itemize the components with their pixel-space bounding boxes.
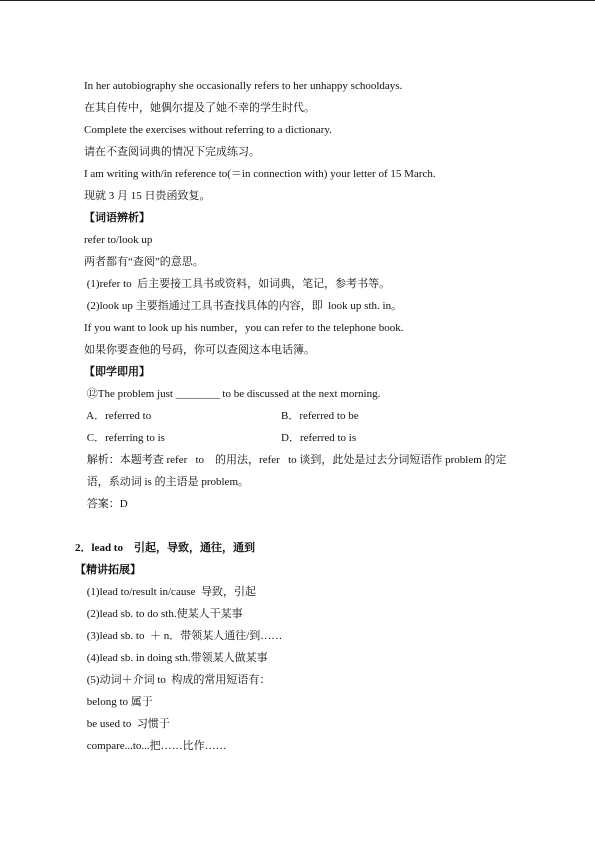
distinction-note: 两者都有“查阅”的意思。 bbox=[84, 256, 204, 268]
option-c: C．referring to is bbox=[84, 432, 165, 444]
practice-question: ⑫The problem just ________ to be discussed at the next morning. bbox=[84, 388, 381, 400]
section-heading-word-distinction: 【词语辨析】 bbox=[84, 212, 150, 224]
example-sentence-zh: 请在不查阅词典的情况下完成练习。 bbox=[84, 146, 260, 158]
phrase-item: be used to 习惯于 bbox=[84, 718, 170, 730]
explanation-line: 解析：本题考查 refer to 的用法，refer to 谈到，此处是过去分词短语作 problem 的定 bbox=[84, 454, 507, 466]
example-sentence-zh: 如果你要查他的号码，你可以查阅这本电话簿。 bbox=[84, 344, 315, 356]
explanation-line: 语，系动词 is 的主语是 problem。 bbox=[84, 476, 249, 488]
phrase-item: (2)lead sb. to do sth.使某人干某事 bbox=[84, 608, 243, 620]
phrase-item: (4)lead sb. in doing sth.带领某人做某事 bbox=[84, 652, 268, 664]
answer-line: 答案：D bbox=[84, 498, 128, 510]
phrase-item: (1)lead to/result in/cause 导致，引起 bbox=[84, 586, 256, 598]
option-b: B．referred to be bbox=[281, 410, 359, 422]
example-sentence-zh: 在其自传中，她偶尔提及了她不幸的学生时代。 bbox=[84, 102, 315, 114]
example-sentence-zh: 现就 3 月 15 日贵函致复。 bbox=[84, 190, 211, 202]
distinction-point: (2)look up 主要指通过工具书查找具体的内容，即 look up sth. in。 bbox=[84, 300, 403, 312]
example-sentence-en: Complete the exercises without referring to a dictionary. bbox=[84, 124, 332, 136]
section-heading-lead-to: 2．lead to 引起，导致，通往，通到 bbox=[75, 542, 255, 554]
option-a: A．referred to bbox=[84, 410, 152, 422]
example-sentence-en: If you want to look up his number，you can refer to the telephone book. bbox=[84, 322, 404, 334]
page-top-rule bbox=[0, 0, 595, 1]
example-sentence-en: I am writing with/in reference to(＝in connection with) your letter of 15 March. bbox=[84, 168, 436, 180]
phrase-item: compare...to...把……比作…… bbox=[84, 740, 227, 752]
section-heading-extension: 【精讲拓展】 bbox=[75, 564, 141, 576]
distinction-terms: refer to/look up bbox=[84, 234, 153, 246]
distinction-point: (1)refer to 后主要接工具书或资料，如词典，笔记，参考书等。 bbox=[84, 278, 391, 290]
section-heading-practice: 【即学即用】 bbox=[84, 366, 150, 378]
phrase-item: (3)lead sb. to ＋ n．带领某人通往/到…… bbox=[84, 630, 283, 642]
example-sentence-en: In her autobiography she occasionally refers to her unhappy schooldays. bbox=[84, 80, 403, 92]
phrase-item: (5)动词＋介词 to 构成的常用短语有： bbox=[84, 674, 271, 686]
option-d: D．referred to is bbox=[281, 432, 357, 444]
phrase-item: belong to 属于 bbox=[84, 696, 153, 708]
